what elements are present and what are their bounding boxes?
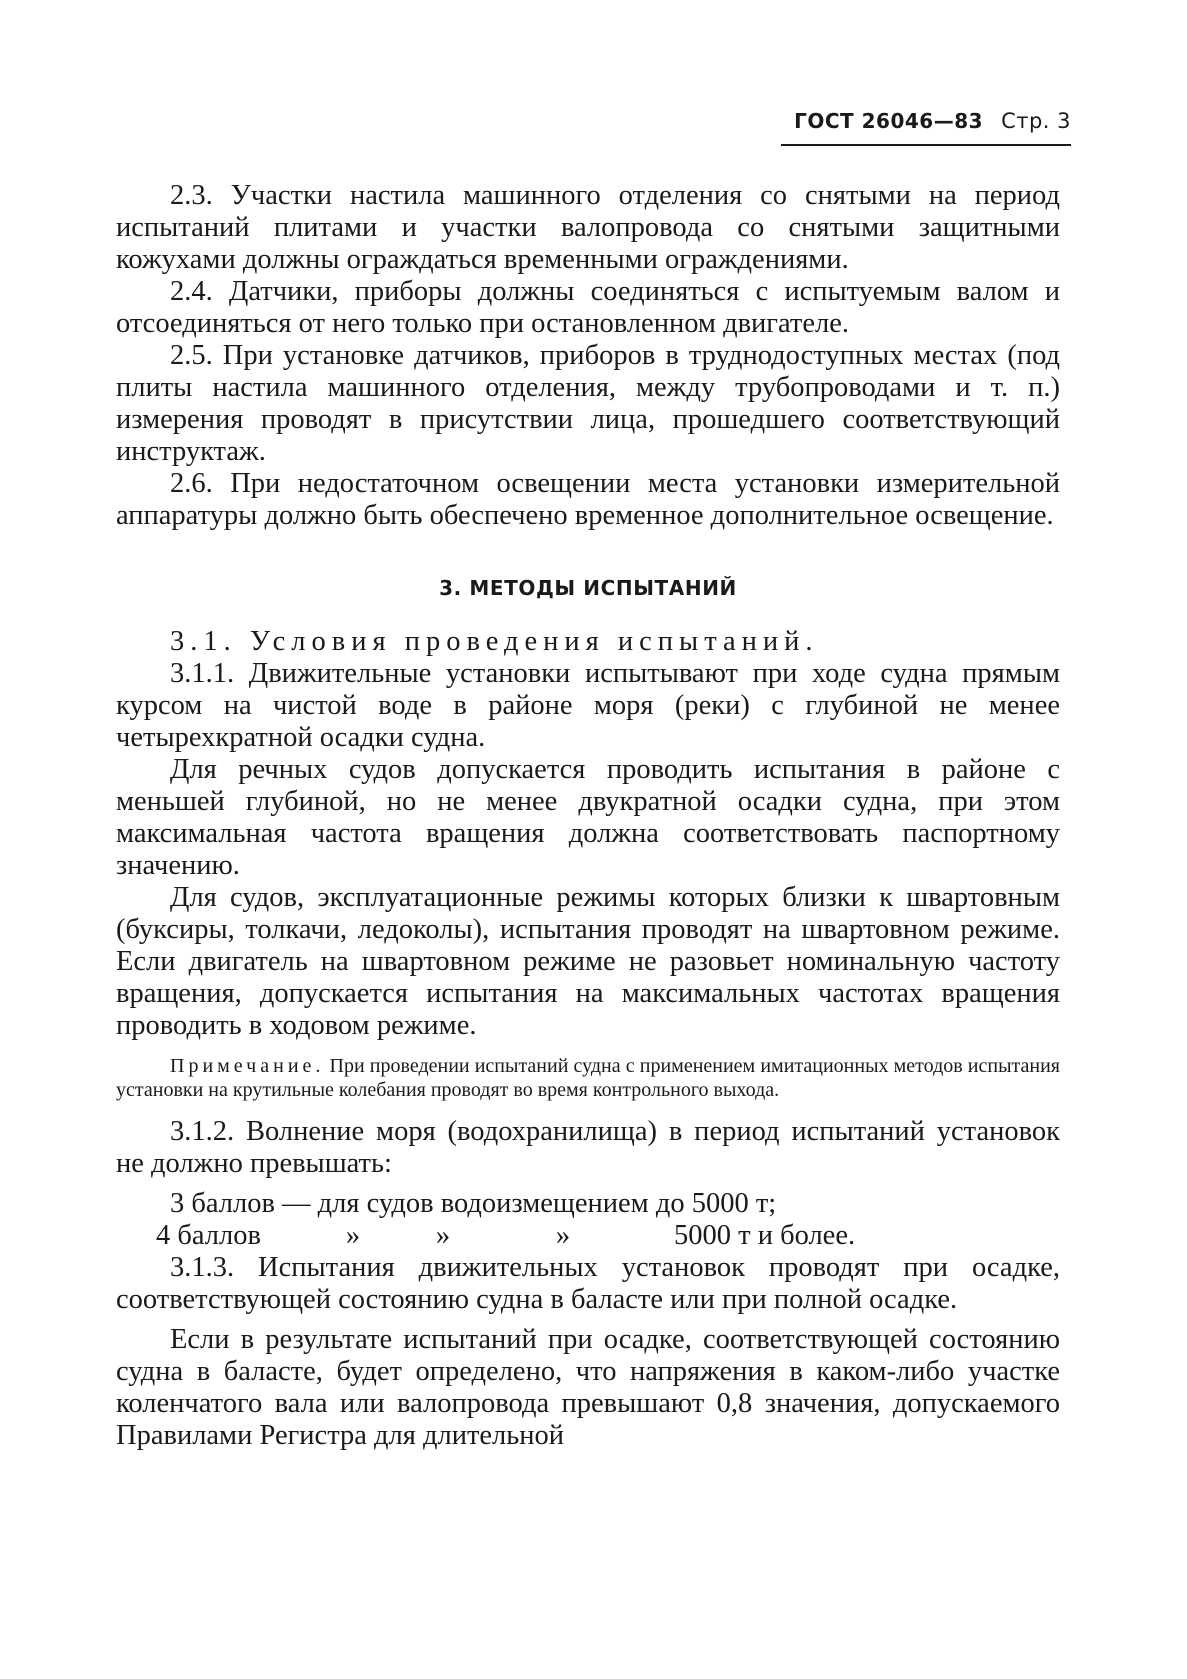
spacer	[116, 1180, 1060, 1188]
paragraph-2-6: 2.6. При недостаточном освещении места установки измерительной аппаратуры должно быть обеспечено временное дополнительное освещение.	[116, 468, 1060, 531]
wave-limit-1: 3 баллов — для судов водоизмещением до 5000 т;	[170, 1188, 777, 1219]
header-rule	[781, 144, 1071, 146]
paragraph-3-1-1: 3.1.1. Движительные установки испытывают при ходе судна прямым курсом на чистой воде в районе моря (реки) с глубиной не менее четырехкратной осадки судна.	[116, 658, 1060, 753]
gost-number: ГОСТ 26046—83	[794, 109, 984, 133]
spacer	[116, 1316, 1060, 1324]
note-label: Примечание.	[170, 1055, 325, 1077]
subheading-3-1: 3.1. Условия проведения испытаний.	[170, 626, 819, 657]
paragraph-2-5: 2.5. При установке датчиков, приборов в труднодоступных местах (под плиты настила машинного отделения, между трубопроводами и т. п.) измерения проводят в присутствии лица, прошедшего соответствующий инструктаж.	[116, 340, 1060, 467]
paragraph-3-1-2: 3.1.2. Волнение моря (водохранилища) в период испытаний установок не должно превышать:	[116, 1116, 1060, 1179]
page-header	[794, 108, 1071, 134]
wave-limit-2	[116, 1220, 1060, 1252]
note	[116, 1054, 1060, 1102]
wave-limit-2-tonnage: 5000 т и более.	[674, 1220, 856, 1251]
section-title: 3. МЕТОДЫ ИСПЫТАНИЙ	[439, 576, 737, 600]
page-number: Стр. 3	[1001, 109, 1071, 133]
wave-limit-2-score: 4 баллов	[156, 1220, 261, 1251]
ditto-mark: »	[435, 1220, 451, 1251]
paragraph-2-3: 2.3. Участки настила машинного отделения со снятыми на период испытаний плитами и участки валопровода со снятыми защитными кожухами должны ограждаться временными ограждениями.	[116, 180, 1060, 275]
paragraph-mooring-mode: Для судов, эксплуатационные режимы которых близки к швартовным (буксиры, толкачи, ледоколы), испытания проводят на швартовном режиме. Если двигатель на швартовном режиме не разовьет номинальную частоту вращения, допускается испытания на максимальных частотах вращения проводить в ходовом режиме.	[116, 882, 1060, 1041]
ditto-mark: »	[345, 1220, 361, 1251]
paragraph-river-vessels: Для речных судов допускается проводить испытания в районе с меньшей глубиной, но не менее двукратной осадки судна, при этом максимальная частота вращения должна соответствовать паспортному значению.	[116, 754, 1060, 881]
paragraph-2-4: 2.4. Датчики, приборы должны соединяться с испытуемым валом и отсоединяться от него только при остановленном двигателе.	[116, 276, 1060, 339]
ditto-mark: »	[555, 1220, 571, 1251]
body-text	[116, 180, 1060, 1452]
paragraph-3-1-3: 3.1.3. Испытания движительных установок проводят при осадке, соответствующей состоянию судна в баласте или при полной осадке.	[116, 1252, 1060, 1315]
paragraph-ballast-stress: Если в результате испытаний при осадке, соответствующей состоянию судна в баласте, будет определено, что напряжения в каком-либо участке коленчатого вала или валопровода превышают 0,8 значения, допускаемого Правилами Регистра для длительной	[116, 1324, 1060, 1451]
note-text: При проведении испытаний судна с применением имитационных методов испытания установки на крутильные колебания проводят во время контрольного выхода.	[116, 1055, 1060, 1101]
